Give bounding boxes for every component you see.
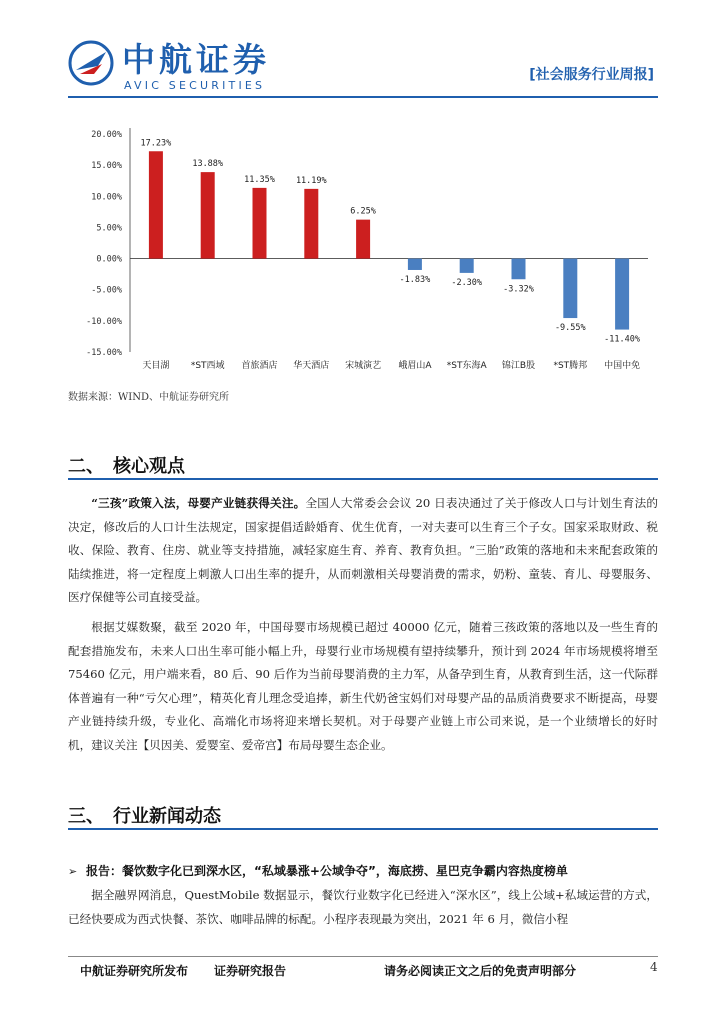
news-body: 据全融界网消息，QuestMobile 数据显示，餐饮行业数字化已经进入“深水区”，线上公域+私域运营的方式，已经快要成为西式快餐、茶饮、咖啡品牌的标配。小程序表现最为突出，2021 年 6 月，微信小程 (68, 888, 658, 926)
category-label: *ST西域 (190, 361, 225, 371)
arrow-bullet-icon: ➢ (68, 865, 78, 878)
bar (304, 189, 318, 259)
y-tick-label: 0.00% (96, 254, 122, 265)
bar (460, 259, 474, 273)
y-tick-label: 5.00% (96, 223, 122, 234)
page-number: 4 (650, 960, 658, 974)
data-label: 11.19% (295, 175, 327, 186)
category-label: 锦江B股 (501, 361, 536, 371)
y-tick-label: 20.00% (91, 130, 122, 140)
category-label: 首旅酒店 (241, 361, 278, 371)
footer-divider (68, 956, 658, 957)
news-headline: 报告：餐饮数字化已到深水区，“私域暴涨+公域争夺”，海底捞、星巴克争霸内容热度榜单 (86, 864, 568, 878)
footer-publisher: 中航证券研究所发布 (80, 964, 189, 978)
category-label: 华天酒店 (293, 361, 330, 371)
category-label: 宋城演艺 (345, 361, 382, 371)
bar (512, 259, 526, 280)
data-label: -2.30% (451, 277, 483, 288)
section-2-paragraph-2: 根据艾媒数聚，截至 2020 年，中国母婴市场规模已超过 40000 亿元，随着三孩政策的落地以及一些生育的配套措施发布，未来人口出生率可能小幅上升，母婴行业市场规模有望持续攀升，预计到 2024 年市场规模将增至 75460 亿元，用户端来看，80 后、90 后作为当前母婴消费的主力军，从备孕到生育，从教育到生活，这一代际群体普遍有一种“亏欠心理”，精英化育儿理念受追捧，新生代奶爸宝妈们对母婴产品的品质消费要求不断提高，母婴产业链持续升级，专业化、高端化市场将迎来增长契机。对于母婴产业链上市公司来说，是一个业绩增长的好时机，建议关注【贝因美、爱婴室、爱帝宫】布局母婴生态企业。 (68, 620, 658, 752)
section-3-heading: 三、 行业新闻动态 (68, 806, 221, 827)
bar (253, 188, 267, 259)
section-2-heading: 二、 核心观点 (68, 456, 185, 477)
y-tick-label: -5.00% (91, 285, 122, 296)
y-tick-label: 10.00% (91, 192, 122, 203)
paragraph-body: 全国人大常委会会议 20 日表决通过了关于修改人口与计划生育法的决定，修改后的人口计生法规定，国家提倡适龄婚育、优生优育，一对夫妻可以生育三个子女。国家采取财政、税收、保险、教育、住房、就业等支持措施，减轻家庭生育、养育、教育负担。“三胎”政策的落地和未来配套政策的陆续推进，将一定程度上刺激人口出生率的提升，从而刺激相关母婴消费的需求，奶粉、童装、育儿、母婴服务、医疗保健等公司直接受益。 (68, 496, 658, 605)
bar (615, 259, 629, 330)
logo-english-text: AVIC SECURITIES (124, 79, 266, 92)
category-label: 峨眉山A (398, 361, 432, 371)
stock-performance-bar-chart (68, 116, 658, 388)
bar (563, 259, 577, 318)
category-label: 中国中免 (604, 361, 641, 371)
section-3-divider (68, 828, 658, 830)
header-divider (68, 96, 658, 98)
bar (356, 220, 370, 259)
y-tick-label: -15.00% (86, 348, 122, 358)
footer-disclaimer: 请务必阅读正文之后的免责声明部分 (384, 964, 577, 978)
bar (201, 172, 215, 258)
y-tick-label: -10.00% (86, 316, 122, 327)
logo-chinese-text: 中航证券 (122, 40, 270, 79)
data-label: 11.35% (244, 174, 275, 185)
footer-report-type: 证券研究报告 (214, 964, 287, 978)
category-label: *ST东海A (446, 361, 487, 371)
chart-source-note: 数据来源：WIND、中航证券研究所 (68, 392, 229, 403)
data-label: -11.40% (604, 334, 641, 345)
category-label: 天目湖 (142, 361, 170, 371)
report-category-tag: [社会服务行业周报] (529, 67, 654, 83)
data-label: 17.23% (140, 138, 172, 149)
section-2-divider (68, 478, 658, 480)
bar (149, 151, 163, 258)
data-label: -1.83% (399, 274, 431, 285)
y-tick-label: 15.00% (91, 161, 122, 172)
data-label: -9.55% (554, 323, 586, 334)
data-label: -3.32% (503, 284, 534, 295)
data-label: 6.25% (350, 206, 376, 217)
bar (408, 259, 422, 270)
paragraph-lead: “三孩”政策入法，母婴产业链获得关注。 (91, 496, 306, 510)
data-label: 13.88% (192, 159, 224, 170)
category-label: *ST腾邦 (553, 361, 588, 371)
avic-logo-icon (68, 40, 114, 86)
section-2-paragraph-1 (68, 492, 658, 610)
